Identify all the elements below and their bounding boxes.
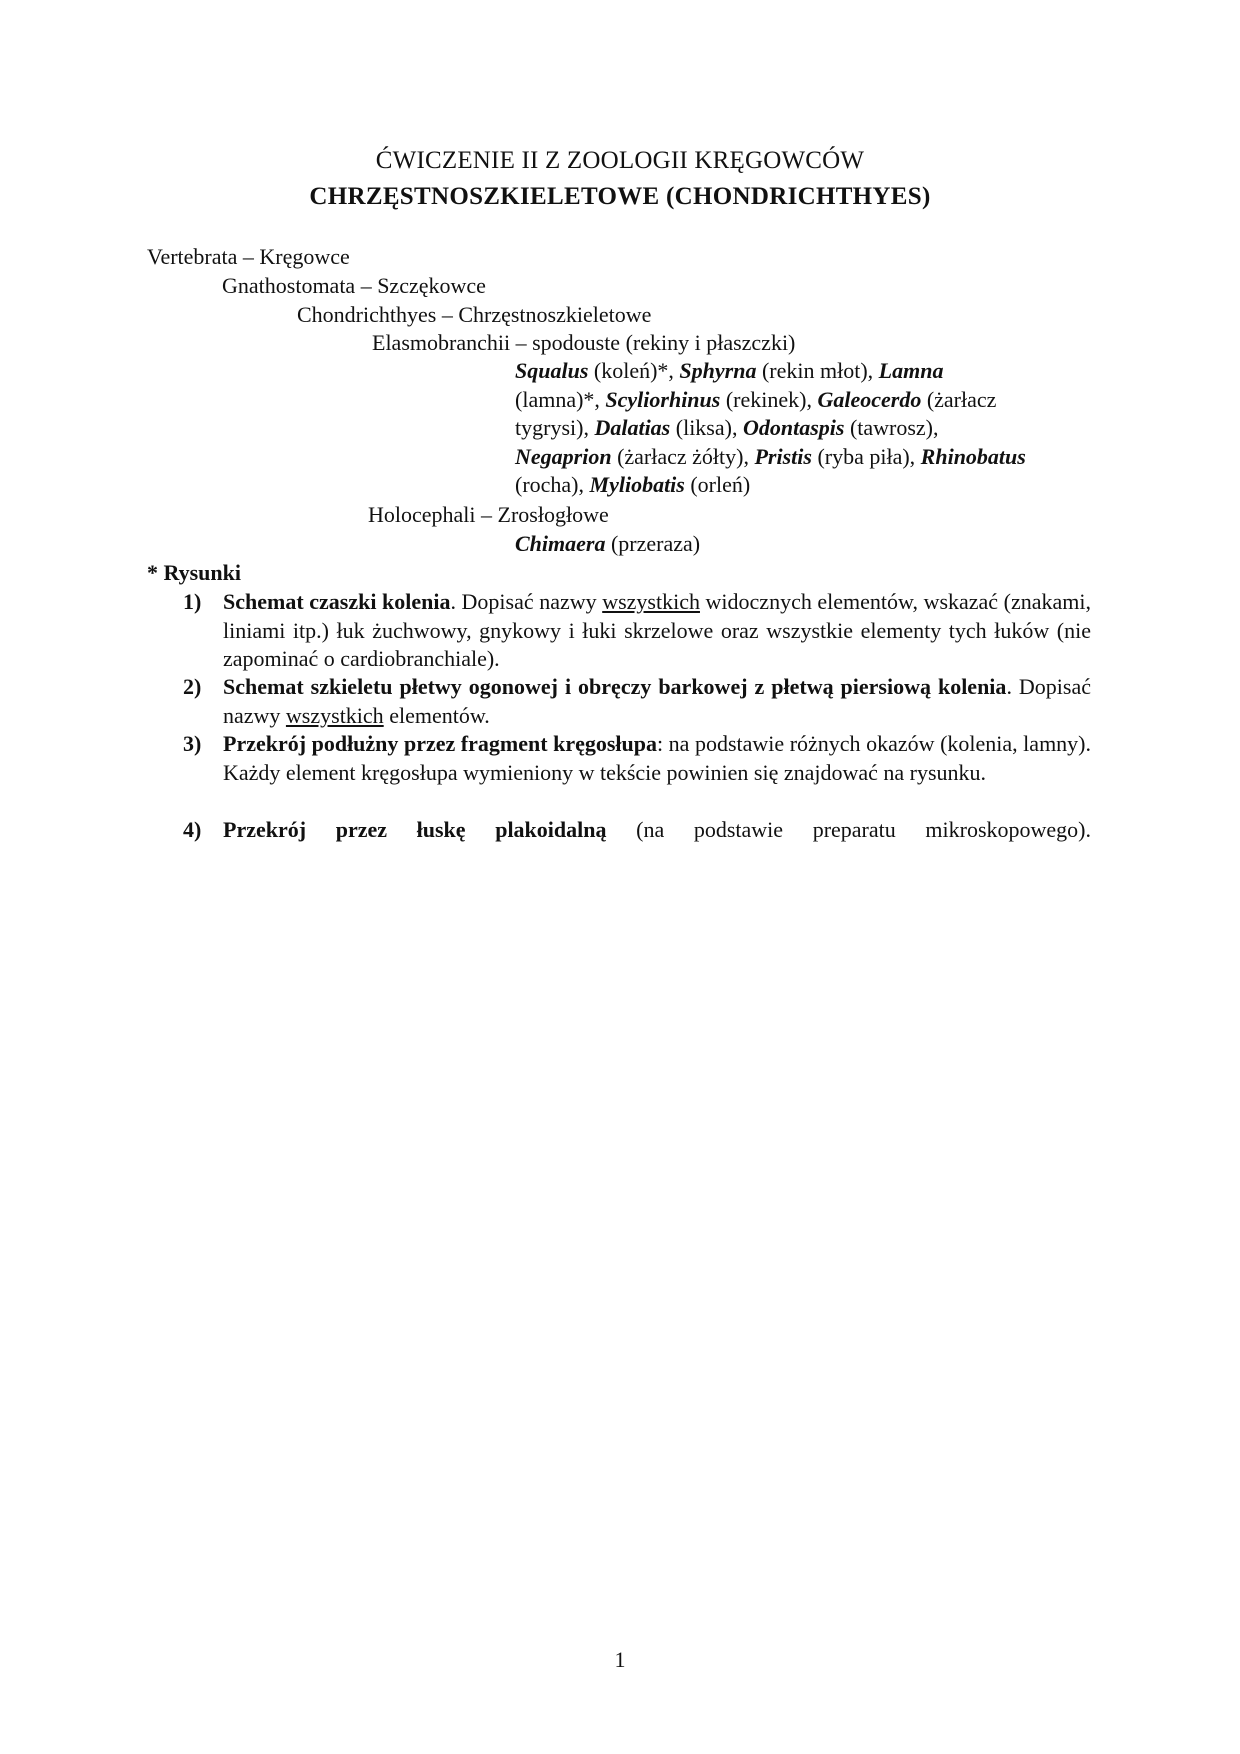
genus-common-name: (rekinek), (720, 386, 818, 412)
item-word: łuskę (416, 817, 466, 842)
item-word: podstawie (693, 817, 784, 842)
taxon-elasmobranchii: Elasmobranchii – spodouste (rekiny i płaszczki) (372, 330, 796, 355)
genus-common-name: (koleń)*, (588, 358, 680, 383)
item-word: plakoidalną (495, 817, 607, 842)
genus-name: Sphyrna (679, 358, 757, 383)
genera-line (515, 357, 1090, 386)
genus-common-name: (rekin młot), (756, 358, 879, 383)
genus-common-name: (żarłacz (921, 386, 997, 412)
item-text-part: . Dopisać nazwy (223, 674, 1092, 728)
item-bold-title: Przekrój podłużny przez fragment kręgosłupa (223, 731, 657, 756)
genus-name: Rhinobatus (920, 443, 1026, 469)
item-word: preparatu (812, 817, 896, 842)
item-word: (na (636, 817, 665, 842)
taxon-vertebrata: Vertebrata – Kręgowce (147, 244, 350, 269)
item-number: 4) (183, 817, 202, 842)
item-number: 2) (183, 674, 202, 699)
genus-name: Squalus (515, 358, 589, 383)
item-word: przez (335, 817, 387, 842)
genus-common-name: (przeraza) (605, 531, 701, 556)
genus-name: Galeocerdo (817, 386, 922, 412)
genera-line (515, 386, 1090, 415)
genus-common-name: (liksa), (670, 415, 743, 441)
item-text-part: elementów. (383, 702, 490, 728)
item-text (223, 588, 1091, 674)
page-number: 1 (614, 1647, 626, 1672)
elasmobranchii-genera (515, 357, 1090, 500)
underlined-word: wszystkich (285, 702, 384, 728)
drawing-item (183, 816, 1091, 845)
item-bold-title: Schemat czaszki kolenia (223, 589, 451, 614)
page-title: ĆWICZENIE II Z ZOOLOGII KRĘGOWCÓW (375, 147, 865, 174)
genus-name: Lamna (878, 358, 944, 383)
item-number: 3) (183, 731, 202, 756)
genus-common-name: (ryba piła), (811, 443, 921, 469)
genus-common-name: (tawrosz), (844, 415, 939, 441)
item-text (223, 816, 1091, 845)
item-text (223, 673, 1091, 730)
genus-common-name: (rocha), (515, 472, 590, 498)
genus-name: Chimaera (515, 531, 606, 556)
taxon-chondrichthyes: Chondrichthyes – Chrzęstnoszkieletowe (297, 302, 652, 327)
item-number: 1) (183, 589, 202, 614)
genus-common-name: tygrysi), (515, 415, 595, 441)
genus-name: Odontaspis (742, 415, 845, 441)
item-text-part: . Dopisać nazwy (450, 589, 603, 614)
item-text-part: : na podstawie różnych okazów (kolenia, lamny). Każdy element kręgosłupa wymieniony w tekście powinien się znajdować na rysunku. (223, 731, 1092, 785)
genus-name: Dalatias (594, 415, 671, 441)
genera-line (515, 443, 1090, 472)
genera-line (515, 471, 1090, 500)
genus-name: Pristis (754, 443, 812, 469)
genera-line (515, 530, 1090, 559)
drawing-item (183, 730, 1091, 787)
genus-name: Myliobatis (589, 472, 685, 498)
genus-common-name: (lamna)*, (515, 386, 606, 412)
genera-line (515, 414, 1090, 443)
genus-name: Scyliorhinus (605, 386, 721, 412)
drawing-item (183, 588, 1091, 674)
taxon-gnathostomata: Gnathostomata – Szczękowce (222, 273, 486, 298)
drawing-item (183, 673, 1091, 730)
holocephali-genera (515, 530, 1090, 559)
page-subtitle: CHRZĘSTNOSZKIELETOWE (CHONDRICHTHYES) (309, 183, 931, 210)
genus-name: Negaprion (515, 443, 612, 469)
item-bold-title: Schemat szkieletu płetwy ogonowej i obręczy barkowej z płetwą piersiową kolenia (223, 674, 1007, 699)
item-text-part: widocznych elementów, wskazać (znakami, liniami itp.) łuk żuchwowy, gnykowy i łuki skrzelowe oraz wszystkie elementy tych łuków (nie zapominać o cardiobranchiale). (223, 589, 1091, 672)
underlined-word: wszystkich (602, 589, 700, 614)
genus-common-name: (orleń) (684, 472, 751, 498)
drawings-heading: * Rysunki (147, 560, 241, 585)
item-word: Przekrój (223, 817, 307, 842)
taxon-holocephali: Holocephali – Zrosłogłowe (368, 502, 609, 527)
genus-common-name: (żarłacz żółty), (611, 443, 755, 469)
item-word: mikroskopowego). (925, 817, 1091, 842)
item-text (223, 730, 1091, 787)
